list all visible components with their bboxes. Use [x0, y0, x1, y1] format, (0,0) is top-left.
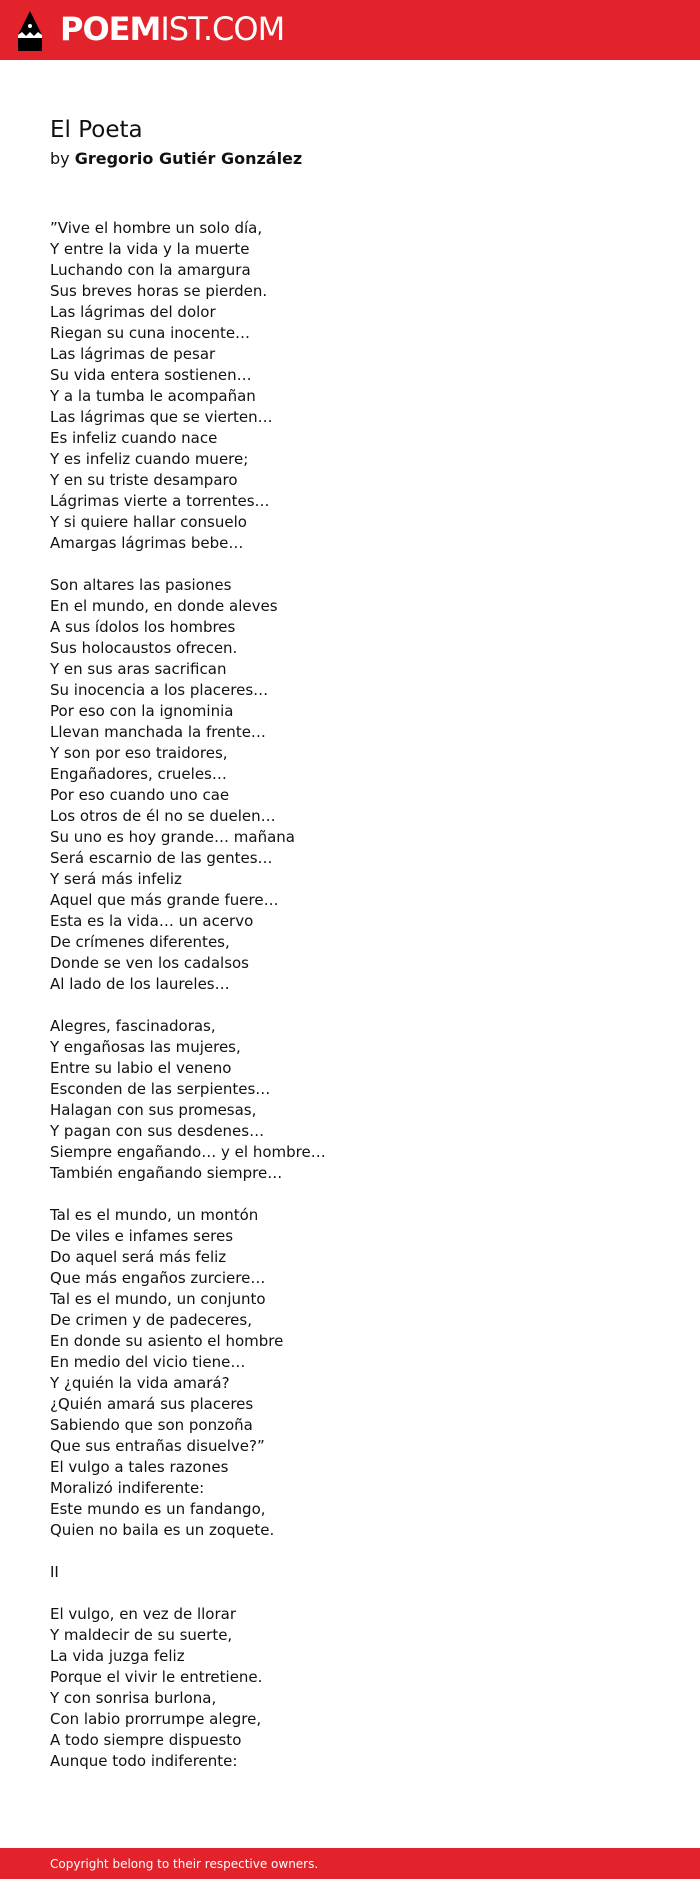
poem-line: Luchando con la amargura — [50, 261, 251, 279]
copyright-text: Copyright belong to their respective owners. — [50, 1857, 319, 1871]
stanza-break — [50, 554, 650, 575]
poem-line: En el mundo, en donde aleves — [50, 597, 278, 615]
poem-line: Y si quiere hallar consuelo — [50, 513, 247, 531]
site-footer — [0, 1848, 700, 1879]
stanza-break — [50, 1583, 650, 1604]
poem-line: La vida juzga feliz — [50, 1647, 185, 1665]
poem-line: Por eso con la ignominia — [50, 702, 234, 720]
poem-line: Amargas lágrimas bebe… — [50, 534, 244, 552]
poem-line: Y engañosas las mujeres, — [50, 1038, 241, 1056]
poem-line: Son altares las pasiones — [50, 576, 232, 594]
poem-line: Y son por eso traidores, — [50, 744, 228, 762]
byline-prefix: by — [50, 149, 70, 168]
poem-line: Y entre la vida y la muerte — [50, 240, 250, 258]
poem-line: ¿Quién amará sus placeres — [50, 1395, 254, 1413]
poem-line: Moralizó indiferente: — [50, 1479, 205, 1497]
poem-line: Y ¿quién la vida amará? — [50, 1374, 230, 1392]
poem-line: A sus ídolos los hombres — [50, 618, 236, 636]
poem-line: Aunque todo indiferente: — [50, 1752, 238, 1770]
poem-author: Gregorio Gutiér González — [74, 149, 303, 168]
poem-line: Esta es la vida… un acervo — [50, 912, 254, 930]
poem-line: También engañando siempre… — [50, 1164, 283, 1182]
poem-line: Sabiendo que son ponzoña — [50, 1416, 253, 1434]
poem-line: Los otros de él no se duelen… — [50, 807, 276, 825]
stanza-break — [50, 1541, 650, 1562]
poem-line: Y es infeliz cuando muere; — [50, 450, 249, 468]
poem-body — [50, 218, 650, 1772]
poem-line: Engañadores, crueles… — [50, 765, 227, 783]
poem-line: II — [50, 1563, 59, 1581]
logo-strong-text: POEM — [60, 10, 161, 48]
poem-line: En donde su asiento el hombre — [50, 1332, 284, 1350]
poem-line: Sus holocaustos ofrecen. — [50, 639, 238, 657]
poem-line: Con labio prorrumpe alegre, — [50, 1710, 262, 1728]
poem-line: Porque el vivir le entretiene. — [50, 1668, 263, 1686]
poem-line: Halagan con sus promesas, — [50, 1101, 257, 1119]
poem-line: ”Vive el hombre un solo día, — [50, 219, 263, 237]
poem-line: Riegan su cuna inocente… — [50, 324, 251, 342]
poem-line: Y con sonrisa burlona, — [50, 1689, 217, 1707]
poem-line: Que más engaños zurciere… — [50, 1269, 266, 1287]
poem-line: Que sus entrañas disuelve?” — [50, 1437, 265, 1455]
poem-line: De crimen y de padeceres, — [50, 1311, 252, 1329]
poem-line: El vulgo a tales razones — [50, 1458, 229, 1476]
poem-line: Las lágrimas del dolor — [50, 303, 216, 321]
poem-line: Y será más infeliz — [50, 870, 182, 888]
poem-line: Y en sus aras sacrifican — [50, 660, 227, 678]
poem-line: Llevan manchada la frente… — [50, 723, 266, 741]
poem-line: En medio del vicio tiene… — [50, 1353, 246, 1371]
poem-line: A todo siempre dispuesto — [50, 1731, 242, 1749]
poem-line: Siempre engañando… y el hombre… — [50, 1143, 326, 1161]
poem-line: Lágrimas vierte a torrentes… — [50, 492, 270, 510]
poem-line: Alegres, fascinadoras, — [50, 1017, 216, 1035]
poem-line: Donde se ven los cadalsos — [50, 954, 249, 972]
poem-line: Es infeliz cuando nace — [50, 429, 218, 447]
stanza-break — [50, 995, 650, 1016]
poem-line: De crímenes diferentes, — [50, 933, 230, 951]
poem-line: Su uno es hoy grande… mañana — [50, 828, 296, 846]
poem-line: Aquel que más grande fuere… — [50, 891, 279, 909]
poem-line: Quien no baila es un zoquete. — [50, 1521, 275, 1539]
poem-line: Su inocencia a los placeres… — [50, 681, 269, 699]
poem-line: Sus breves horas se pierden. — [50, 282, 268, 300]
poem-line: Será escarnio de las gentes… — [50, 849, 273, 867]
poem-line: El vulgo, en vez de llorar — [50, 1605, 237, 1623]
poem-line: Entre su labio el veneno — [50, 1059, 232, 1077]
site-logo[interactable] — [60, 9, 284, 49]
poem-line: Este mundo es un fandango, — [50, 1500, 266, 1518]
poem-line: Las lágrimas de pesar — [50, 345, 216, 363]
poem-byline — [50, 148, 302, 170]
poem-line: Y maldecir de su suerte, — [50, 1626, 233, 1644]
poem-line: Al lado de los laureles… — [50, 975, 230, 993]
poem-line: Y en su triste desamparo — [50, 471, 238, 489]
poem-line: Tal es el mundo, un conjunto — [50, 1290, 266, 1308]
poem-title: El Poeta — [50, 117, 143, 143]
poem-line: Su vida entera sostienen… — [50, 366, 252, 384]
poem-line: Esconden de las serpientes… — [50, 1080, 271, 1098]
poem-line: Y a la tumba le acompañan — [50, 387, 256, 405]
stanza-break — [50, 1184, 650, 1205]
poem-line: Do aquel será más feliz — [50, 1248, 227, 1266]
logo-light-text: IST.COM — [160, 10, 285, 48]
poem-line: De viles e infames seres — [50, 1227, 234, 1245]
site-header — [0, 0, 700, 60]
poem-line: Y pagan con sus desdenes… — [50, 1122, 265, 1140]
pen-nib-icon[interactable] — [17, 11, 43, 51]
poem-line: Tal es el mundo, un montón — [50, 1206, 259, 1224]
poem-line: Las lágrimas que se vierten… — [50, 408, 273, 426]
poem-line: Por eso cuando uno cae — [50, 786, 230, 804]
